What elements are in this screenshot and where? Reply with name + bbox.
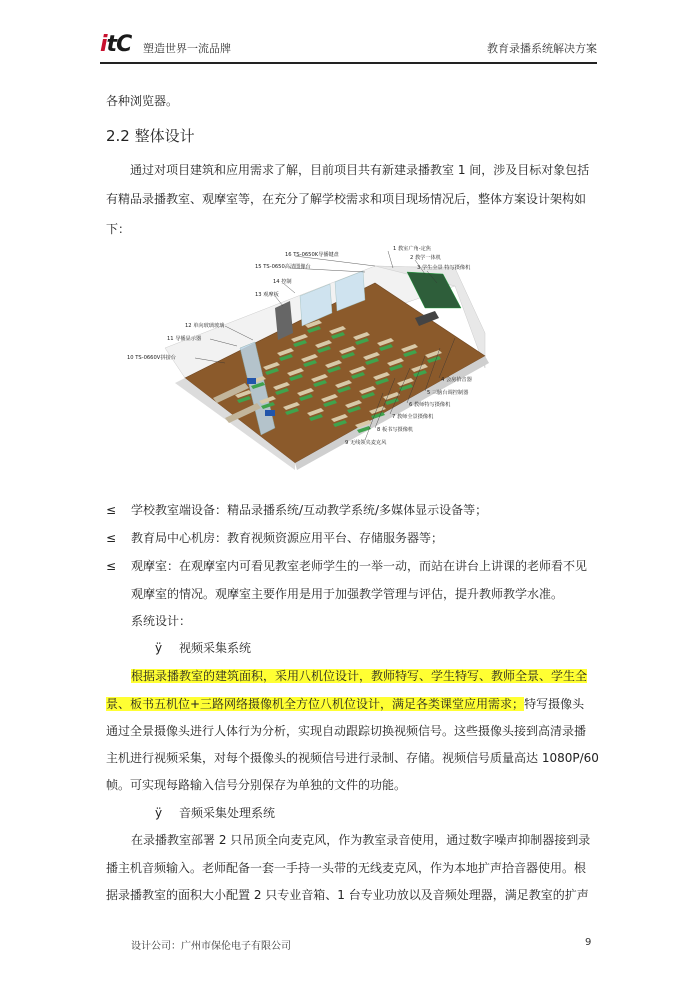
highlighted-text: 根据录播教室的建筑面积，采用八机位设计，教师特写、学生特写、教师全景、学生全 (131, 669, 588, 683)
bullet-mark: ≤ (106, 531, 117, 545)
classroom-architecture-figure (125, 238, 581, 470)
p2-line: 在录播教室部署 2 只吊顶全向麦克风，作为教室录音使用，通过数字噪声抑制器接到录 (131, 833, 591, 847)
p2-line: 播主机音频输入。老师配备一套一手持一头带的无线麦克风，作为本地扩声拾音器使用。根 (106, 861, 587, 875)
page-header (100, 28, 597, 64)
p1-line: 帧。可实现每路输入信号分别保存为单独的文件的功能。 (106, 778, 407, 792)
subsection-audio: 音频采集处理系统 (179, 806, 276, 820)
figure-label: 1 教室广角-定焦 (393, 246, 431, 252)
figure-label: 7 教师全景摄像机 (392, 414, 434, 420)
figure-label: 11 导播显示器 (167, 336, 202, 342)
figure-label: 15 TS-0650高清图像台 (255, 264, 311, 270)
figure-label: 16 TS-0650K导播键盘 (285, 252, 339, 258)
bullet-text: 学校教室端设备：精品录播系统/互动教学系统/多媒体显示设备等； (131, 503, 488, 517)
figure-label: 9 无线领夹麦克风 (345, 440, 387, 446)
figure-label: 12 单向玻璃玻璃 (185, 323, 225, 329)
intro-line: 下： (106, 222, 131, 236)
bullet-text: 教育局中心机房：教育视频资源应用平台、存储服务器等； (131, 531, 444, 545)
sub-mark: ÿ (155, 641, 163, 655)
bullet-text-cont: 观摩室的情况。观摩室主要作用是用于加强教学管理与评估，提升教师教学水准。 (131, 587, 564, 601)
p1-line2-rest: 特写摄像头 (524, 697, 585, 711)
figure-label: 10 TS-0660V拼接台 (127, 355, 176, 361)
system-design-label: 系统设计： (131, 614, 192, 628)
bullet-text: 观摩室：在观摩室内可看见教室老师学生的一举一动，而站在讲台上讲课的老师看不见 (131, 559, 588, 573)
figure-label: 8 板书写摄像机 (377, 427, 414, 433)
footer-company: 设计公司：广州市保伦电子有限公司 (131, 941, 291, 952)
section-title: 2.2 整体设计 (106, 127, 195, 145)
intro-line: 通过对项目建筑和应用需求了解，目前项目共有新建录播教室 1 间，涉及目标对象包括 (130, 163, 590, 177)
figure-label: 4 会房拾音器 (441, 377, 472, 383)
body-line-continuation: 各种浏览器。 (106, 94, 179, 108)
figure-label: 14 控制 (273, 279, 292, 285)
page-number: 9 (585, 937, 592, 948)
p1-line: 主机进行视频采集，对每个摄像头的视频信号进行录制、存储。视频信号质量高达 1080P/60 (106, 751, 599, 765)
bullet-mark: ≤ (106, 503, 117, 517)
p2-line: 据录播教室的面积大小配置 2 只专业音箱、1 台专业功放以及音频处理器，满足教室的扩声 (106, 888, 589, 902)
wall-display (275, 301, 293, 340)
subsection-video: 视频采集系统 (179, 641, 252, 655)
p1-line: 通过全景摄像头进行人体行为分析，实现自动跟踪切换视频信号。这些摄像头接到高清录播 (106, 724, 587, 738)
highlighted-text: 景、板书五机位+三路网络摄像机全方位八机位设计，满足各类课堂应用需求； (106, 697, 525, 711)
classroom-floor (185, 283, 485, 463)
figure-label: 6 教师特写摄像机 (409, 402, 451, 408)
figure-label: 2 教学一体机 (410, 255, 441, 261)
director-monitor (265, 410, 275, 416)
p1-line2 (106, 697, 584, 711)
p1-line1 (131, 669, 587, 683)
itc-logo: itC (100, 32, 132, 57)
director-monitor (247, 378, 256, 384)
figure-label: 3 学生全景 特写摄像机 (417, 265, 471, 271)
header-slogan: 塑造世界一流品牌 (143, 42, 231, 55)
header-title: 教育录播系统解决方案 (487, 42, 597, 55)
bullet-mark: ≤ (106, 559, 117, 573)
intro-line: 有精品录播教室、观摩室等，在充分了解学校需求和项目现场情况后，整体方案设计架构如 (106, 192, 587, 206)
figure-label: 13 观摩板 (255, 292, 279, 298)
figure-label: 5 三脑台调控制器 (427, 390, 469, 396)
sub-mark: ÿ (155, 806, 163, 820)
